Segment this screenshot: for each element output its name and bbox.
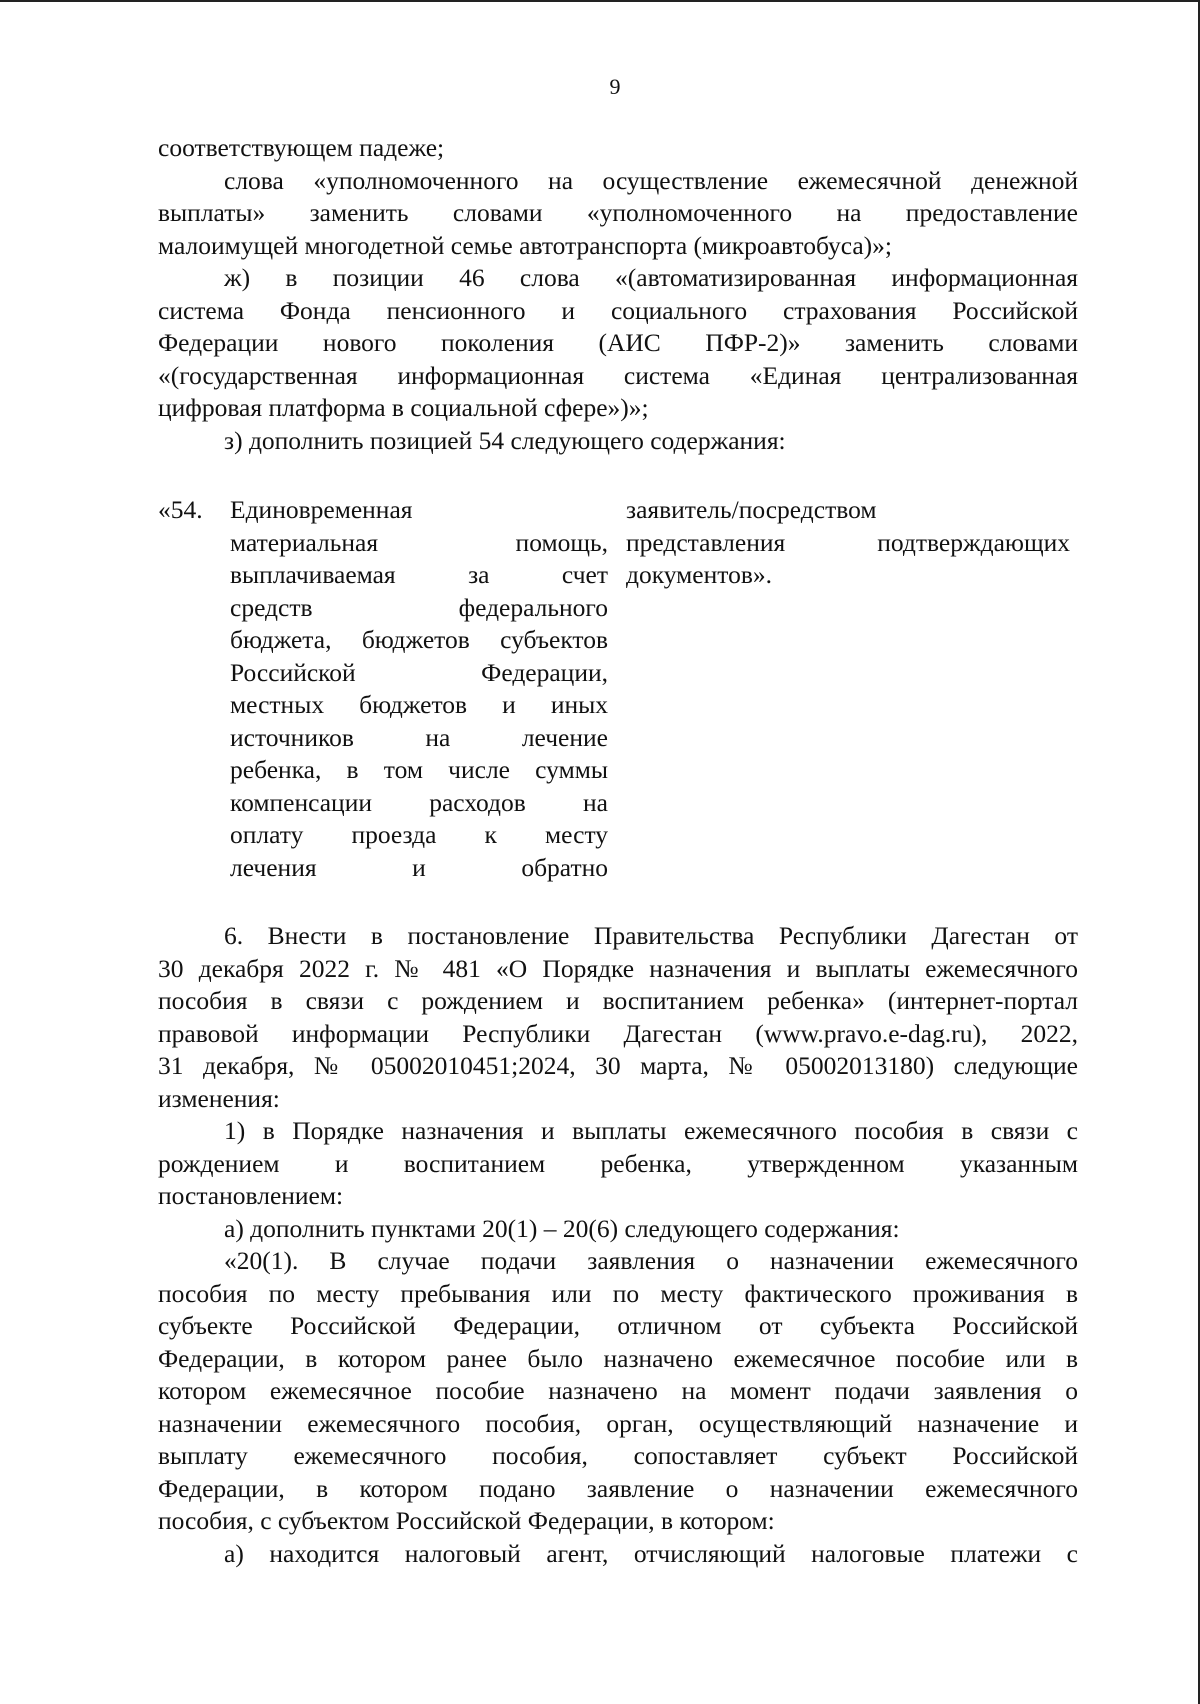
position-name-line: выплачиваемая за счет: [230, 560, 608, 589]
text-line: «20(1). В случае подачи заявления о назначении ежемесячного: [224, 1246, 1078, 1275]
position-name-line: компенсации расходов на: [230, 787, 608, 817]
text-line: котором ежемесячное пособие назначено на момент подачи заявления о: [158, 1376, 1078, 1405]
text-line: правовой информации Республики Дагестан (www.pravo.e-dag.ru), 2022,: [158, 1018, 1078, 1048]
text-line: постановлением:: [158, 1181, 344, 1210]
position-name-line: Единовременная: [230, 495, 413, 524]
text-line: рождением и воспитанием ребенка, утвержденном указанным: [158, 1148, 1078, 1178]
position-number: «54.: [158, 495, 203, 524]
position-name-line: средств федерального: [230, 592, 608, 622]
position-name: [230, 494, 608, 884]
text-line: малоимущей многодетной семье автотранспорта (микроавтобуса)»;: [158, 230, 892, 260]
text-line: изменения:: [158, 1083, 280, 1113]
text-line: пособия в связи с рождением и воспитанием ребенка» (интернет-портал: [158, 986, 1078, 1015]
text-line: з) дополнить позицией 54 следующего содержания:: [224, 425, 786, 455]
text-line: слова «уполномоченного на осуществление ежемесячной денежной: [224, 165, 1078, 195]
text-line: 30 декабря 2022 г. № 481 «О Порядке назначения и выплаты ежемесячного: [158, 953, 1078, 983]
text-line: выплаты» заменить словами «уполномоченного на предоставление: [158, 198, 1078, 227]
text-line: а) находится налоговый агент, отчисляющий налоговые платежи с: [224, 1538, 1078, 1568]
position-name-line: источников на лечение: [230, 722, 608, 752]
text-line: субъекте Российской Федерации, отличном от субъекта Российской: [158, 1311, 1078, 1340]
amendment-text-top: [158, 132, 1078, 457]
position-method-line: представления подтверждающих: [626, 527, 1070, 557]
position-name-line: оплату проезда к месту: [230, 820, 608, 849]
position-name-line: лечения и обратно: [230, 852, 608, 882]
text-line: Федерации, в котором подано заявление о назначении ежемесячного: [158, 1473, 1078, 1503]
position-name-line: Российской Федерации,: [230, 657, 608, 687]
amendment-text-bottom: [158, 920, 1078, 1570]
text-line: выплату ежемесячного пособия, сопоставляет субъект Российской: [158, 1441, 1078, 1470]
position-name-line: материальная помощь,: [230, 527, 608, 557]
text-line: Федерации нового поколения (АИС ПФР-2)» заменить словами: [158, 328, 1078, 357]
text-line: ж) в позиции 46 слова «(автоматизированная информационная: [224, 263, 1078, 292]
text-line: «(государственная информационная система «Единая централизованная: [158, 360, 1078, 390]
position-method: [626, 494, 1070, 592]
text-line: пособия, с субъектом Российской Федерации, в котором:: [158, 1506, 775, 1535]
text-line: Федерации, в котором ранее было назначено ежемесячное пособие или в: [158, 1343, 1078, 1373]
position-name-line: бюджета, бюджетов субъектов: [230, 625, 608, 654]
text-line: 31 декабря, № 05002010451;2024, 30 марта, № 05002013180) следующие: [158, 1051, 1078, 1080]
position-name-line: местных бюджетов и иных: [230, 690, 608, 719]
page-number: 9: [609, 74, 621, 99]
text-line: 6. Внести в постановление Правительства Республики Дагестан от: [224, 921, 1078, 950]
text-line: назначении ежемесячного пособия, орган, осуществляющий назначение и: [158, 1408, 1078, 1438]
text-line: 1) в Порядке назначения и выплаты ежемесячного пособия в связи с: [224, 1116, 1078, 1145]
text-line: соответствующем падеже;: [158, 133, 445, 162]
text-line: пособия по месту пребывания или по месту фактического проживания в: [158, 1278, 1078, 1308]
text-line: система Фонда пенсионного и социального страхования Российской: [158, 295, 1078, 325]
text-line: цифровая платформа в социальной сфере»)»;: [158, 393, 649, 422]
scan-border-top: [0, 0, 1200, 2]
position-method-line: документов».: [626, 560, 772, 589]
position-name-line: ребенка, в том числе суммы: [230, 755, 608, 784]
position-method-line: заявитель/посредством: [626, 495, 877, 524]
text-line: а) дополнить пунктами 20(1) – 20(6) следующего содержания:: [224, 1213, 900, 1243]
